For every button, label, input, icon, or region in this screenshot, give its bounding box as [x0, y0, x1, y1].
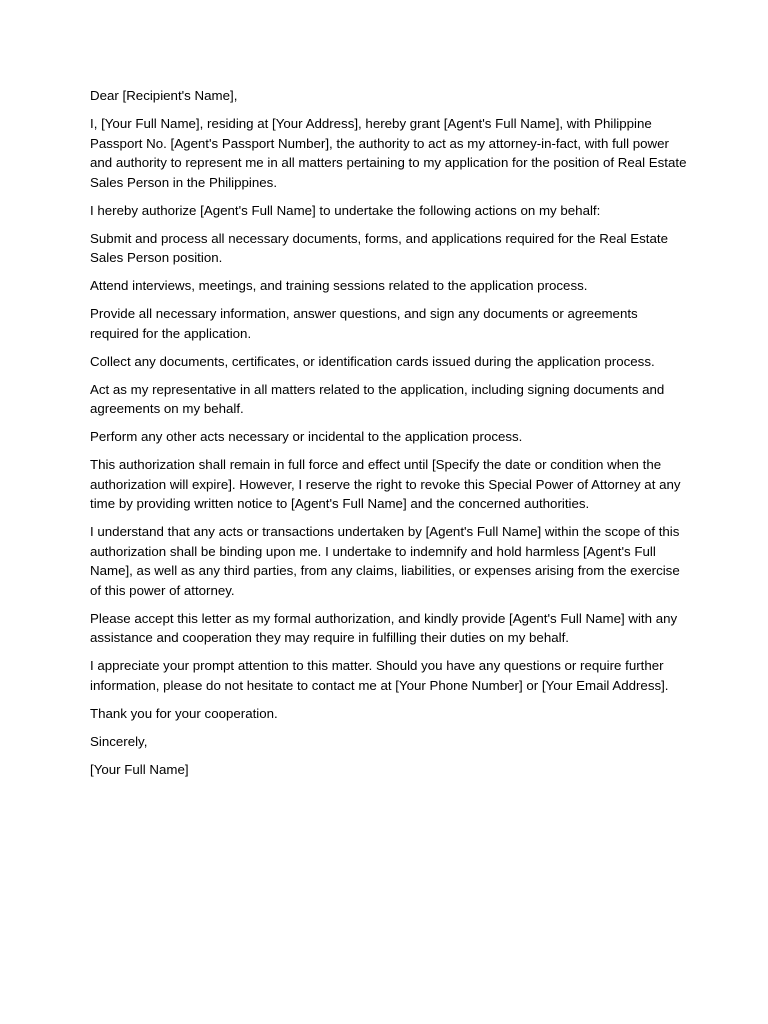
paragraph-acceptance: Please accept this letter as my formal authorization, and kindly provide [Agent's Full Name] with any assistance and cooperation they may require in fulfilling their duties on my behalf. — [90, 610, 678, 645]
signature: [Your Full Name] — [90, 761, 189, 777]
closing: Sincerely, — [90, 733, 148, 749]
paragraph-action-attend: Attend interviews, meetings, and training sessions related to the application process. — [90, 278, 588, 293]
letter-body — [90, 86, 690, 788]
paragraph-action-represent: Act as my representative in all matters related to the application, including signing documents and agreements on my behalf. — [90, 381, 665, 416]
paragraph-action-other: Perform any other acts necessary or incidental to the application process. — [90, 429, 523, 444]
paragraph-authorize: I hereby authorize [Agent's Full Name] to undertake the following actions on my behalf: — [90, 202, 601, 218]
paragraph-contact: I appreciate your prompt attention to this matter. Should you have any questions or require further information, please do not hesitate to contact me at [Your Phone Number] or [Your Email Address]. — [90, 658, 669, 693]
salutation: Dear [Recipient's Name], — [90, 88, 238, 103]
paragraph-action-collect: Collect any documents, certificates, or identification cards issued during the application process. — [90, 353, 655, 369]
paragraph-intro: I, [Your Full Name], residing at [Your Address], hereby grant [Agent's Full Name], with Philippine Passport No. [Agent's Passport Number], the authority to act as my attorney-in-fact, with full power and authority to represent me in all matters pertaining to my application for the position of Real Estate Sales Person in the Philippines. — [90, 116, 687, 190]
paragraph-thanks: Thank you for your cooperation. — [90, 705, 278, 721]
paragraph-binding: I understand that any acts or transactions undertaken by [Agent's Full Name] within the scope of this authorization shall be binding upon me. I undertake to indemnify and hold harmless [Agent's Full Name], as well as any third parties, from any claims, liabilities, or expenses arising from the exercise of this power of attorney. — [90, 524, 680, 598]
paragraph-action-submit: Submit and process all necessary documents, forms, and applications required for the Real Estate Sales Person position. — [90, 230, 668, 265]
paragraph-duration: This authorization shall remain in full force and effect until [Specify the date or condition when the authorization will expire]. However, I reserve the right to revoke this Special Power of Attorney at any time by providing written notice to [Agent's Full Name] and the concerned authorities. — [90, 457, 681, 511]
paragraph-action-provide: Provide all necessary information, answer questions, and sign any documents or agreements required for the application. — [90, 306, 638, 341]
